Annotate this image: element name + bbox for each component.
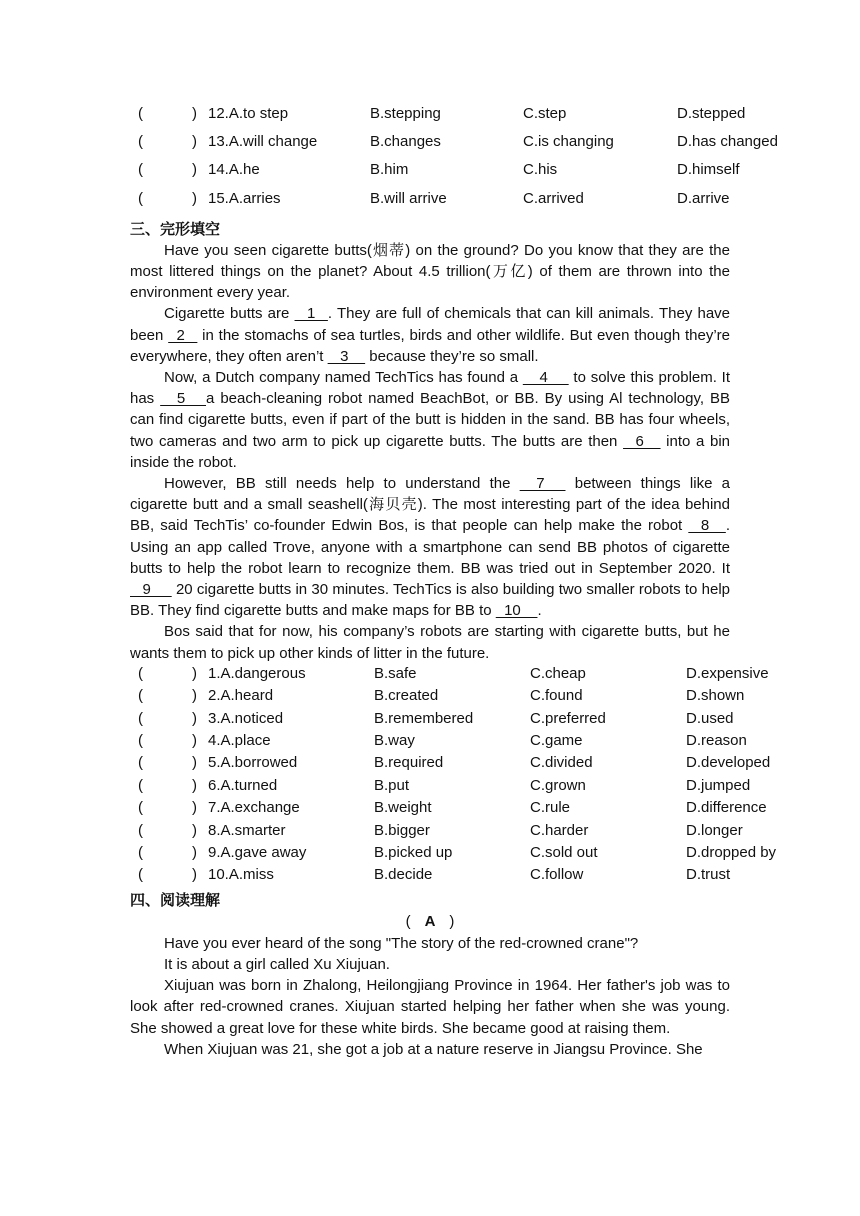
option-a: 12.A.to step — [208, 105, 289, 122]
option-d: D.expensive — [686, 664, 769, 682]
worksheet-page — [130, 104, 778, 1060]
blank-1[interactable]: 1 — [294, 305, 328, 323]
option-row-12 — [130, 104, 746, 132]
option-d: D.arrive — [677, 189, 730, 207]
option-d: D.reason — [686, 731, 747, 749]
option-c: C.grown — [530, 776, 586, 794]
option-b: B.way — [374, 731, 415, 749]
option-row-15 — [130, 189, 730, 217]
option-row-6 — [130, 776, 751, 798]
option-a: 6.A.turned — [208, 776, 278, 794]
text: . — [537, 602, 542, 620]
option-d: D.used — [686, 709, 734, 727]
option-row-3 — [130, 709, 734, 731]
cloze-paragraph-1: Have you seen cigarette butts(烟蒂) on the ground? Do you know that they are the most littered things on the planet? About 4.5 trillion(万亿) of them are thrown into the environment every year. — [130, 241, 730, 302]
text: However, BB still needs help to understand the — [164, 474, 520, 492]
blank-9[interactable]: 9 — [130, 581, 172, 598]
answer-paren-open: ( — [138, 799, 143, 817]
text: . They are full of chemicals that can kill animals. They have been — [130, 305, 731, 344]
option-b: B.picked up — [374, 843, 453, 861]
option-d: D.himself — [677, 161, 740, 179]
answer-paren-close: ) — [192, 189, 197, 207]
answer-paren-open: ( — [138, 161, 143, 179]
option-row-9 — [130, 843, 777, 865]
option-b: B.weight — [374, 799, 432, 817]
option-d: D.longer — [686, 821, 743, 839]
cloze-heading: 三、完形填空 — [130, 219, 221, 238]
option-c: C.is changing — [523, 133, 614, 151]
blank-5[interactable]: 5 — [160, 390, 207, 408]
option-b: B.bigger — [374, 821, 430, 839]
option-a: 3.A.noticed — [208, 709, 284, 727]
text: a beach-cleaning robot named BeachBot, or BB. By using Al technology, BB can find cigarette butts, even if part of the butt is hidden in the sand. BB has four wheels, two cameras and two arm to pick up cigarette butts. The butts are then — [130, 390, 730, 450]
blank-2[interactable]: 2 — [168, 326, 198, 344]
option-a: 2.A.heard — [208, 687, 274, 705]
answer-paren-open: ( — [138, 866, 143, 884]
text: Cigarette butts are — [164, 305, 295, 323]
option-a: 5.A.borrowed — [208, 754, 298, 772]
option-row-4 — [130, 731, 747, 753]
option-d: D.trust — [686, 866, 731, 884]
option-c: C.harder — [530, 821, 589, 839]
answer-paren-close: ) — [192, 754, 197, 772]
option-row-5 — [130, 753, 771, 775]
cloze-paragraph-5: Bos said that for now, his company’s robots are starting with cigarette butts, but he wants them to pick up other kinds of litter in the future. — [130, 623, 730, 662]
cloze-options — [130, 664, 777, 888]
answer-paren-close: ) — [192, 105, 197, 122]
option-d: D.shown — [686, 687, 745, 705]
answer-paren-open: ( — [138, 754, 143, 772]
cloze-paragraph-4 — [130, 473, 730, 621]
answer-paren-close: ) — [192, 664, 197, 682]
text: in the stomachs of sea turtles, birds and other wildlife. But even though they’re everywhere, they often aren’t — [130, 326, 730, 365]
answer-paren-open: ( — [138, 776, 143, 794]
text: into a bin inside the robot. — [130, 432, 730, 471]
option-d: D.stepped — [677, 105, 746, 122]
answer-paren-open: ( — [138, 105, 143, 122]
answer-paren-open: ( — [138, 709, 143, 727]
option-c: C.follow — [530, 866, 584, 884]
text: 20 cigarette butts in 30 minutes. TechTics is also building two smaller robots to help BB. They find cigarette butts and make maps for BB to — [130, 581, 730, 620]
option-d: D.has changed — [677, 133, 778, 151]
option-row-10 — [130, 865, 730, 887]
answer-paren-open: ( — [138, 821, 143, 839]
cloze-paragraph-3 — [130, 367, 730, 473]
answer-paren-close: ) — [192, 731, 197, 749]
option-row-2 — [130, 686, 745, 708]
option-c: C.preferred — [530, 709, 606, 727]
option-a: 1.A.dangerous — [208, 664, 306, 682]
passage-label — [130, 911, 730, 933]
text: because they’re so small. — [365, 347, 539, 365]
option-row-7 — [130, 798, 767, 820]
option-a: 14.A.he — [208, 161, 260, 179]
blank-10[interactable]: 10 — [495, 602, 538, 620]
answer-paren-open: ( — [138, 687, 143, 705]
option-a: 10.A.miss — [208, 866, 274, 884]
option-c: C.rule — [530, 799, 571, 817]
reading-paragraph-1: Have you ever heard of the song "The story of the red-crowned crane"? — [164, 934, 639, 952]
option-d: D.jumped — [686, 776, 751, 794]
option-b: B.him — [370, 161, 409, 179]
option-d: D.dropped by — [686, 843, 777, 861]
option-c: C.step — [523, 105, 567, 122]
reading-paragraph-4: When Xiujuan was 21, she got a job at a nature reserve in Jiangsu Province. She — [164, 1040, 703, 1058]
option-c: C.cheap — [530, 664, 586, 682]
answer-paren-open: ( — [138, 731, 143, 749]
reading-heading: 四、阅读理解 — [130, 890, 221, 909]
blank-4[interactable]: 4 — [522, 368, 569, 386]
option-d: D.difference — [686, 799, 767, 817]
option-a: 7.A.exchange — [208, 799, 300, 817]
option-row-1 — [130, 664, 769, 686]
option-a: 9.A.gave away — [208, 843, 307, 861]
option-b: B.put — [374, 776, 410, 794]
answer-paren-close: ) — [192, 687, 197, 705]
blank-6[interactable]: 6 — [623, 432, 661, 450]
answer-paren-close: ) — [192, 821, 197, 839]
answer-paren-open: ( — [138, 843, 143, 861]
option-row-14 — [130, 160, 740, 188]
answer-paren-close: ) — [192, 776, 197, 794]
answer-paren-close: ) — [192, 799, 197, 817]
option-c: C.game — [530, 731, 583, 749]
passage-paren-open: ( — [405, 912, 411, 930]
cloze-paragraph-2 — [130, 303, 730, 367]
option-b: B.will arrive — [370, 189, 447, 207]
option-row-13 — [130, 132, 778, 160]
section2-options — [130, 104, 778, 217]
option-b: B.safe — [374, 664, 417, 682]
option-b: B.remembered — [374, 709, 474, 727]
text: . Using an app called Trove, anyone with a smartphone can send BB photos of cigarette butts to help the robot learn to recognize them. BB was tried out in September 2020. It — [130, 517, 730, 577]
answer-paren-open: ( — [138, 664, 143, 682]
option-c: C.arrived — [523, 189, 584, 207]
option-a: 13.A.will change — [208, 133, 318, 151]
reading-paragraph-2: It is about a girl called Xu Xiujuan. — [164, 955, 390, 973]
answer-paren-close: ) — [192, 709, 197, 727]
option-b: B.stepping — [370, 105, 441, 122]
option-b: B.required — [374, 754, 444, 772]
answer-paren-close: ) — [192, 161, 197, 179]
answer-paren-close: ) — [192, 866, 197, 884]
option-c: C.divided — [530, 754, 593, 772]
passage-paren-close: ) — [449, 912, 455, 930]
option-b: B.created — [374, 687, 439, 705]
option-a: 8.A.smarter — [208, 821, 286, 839]
text: between things like a cigarette butt and a small seashell(海贝壳). The most interesting part of the idea behind BB, said TechTis’ co-founder Edwin Bos, is that people can help make the robot — [130, 474, 730, 535]
answer-paren-open: ( — [138, 189, 143, 207]
option-row-8 — [130, 821, 743, 843]
blank-8[interactable]: 8 — [688, 517, 726, 535]
answer-paren-close: ) — [192, 133, 197, 151]
blank-7[interactable]: 7 — [519, 474, 566, 492]
text: to solve this problem. It has — [130, 368, 731, 408]
option-b: B.decide — [374, 866, 433, 884]
option-c: C.his — [523, 161, 558, 179]
option-c: C.found — [530, 687, 583, 705]
reading-paragraph-3: Xiujuan was born in Zhalong, Heilongjiang Province in 1964. Her father's job was to look after red-crowned cranes. Xiujuan started helping her father when she was young. She showed a great love for these white birds. She became good at raising them. — [130, 977, 730, 1037]
passage-letter: A — [424, 912, 436, 930]
option-c: C.sold out — [530, 843, 598, 861]
answer-paren-open: ( — [138, 133, 143, 151]
option-a: 4.A.place — [208, 731, 271, 749]
blank-3[interactable]: 3 — [327, 347, 366, 365]
text: Now, a Dutch company named TechTics has found a — [164, 368, 523, 386]
option-d: D.developed — [686, 754, 771, 772]
option-a: 15.A.arries — [208, 189, 281, 207]
answer-paren-close: ) — [192, 843, 197, 861]
option-b: B.changes — [370, 133, 441, 151]
